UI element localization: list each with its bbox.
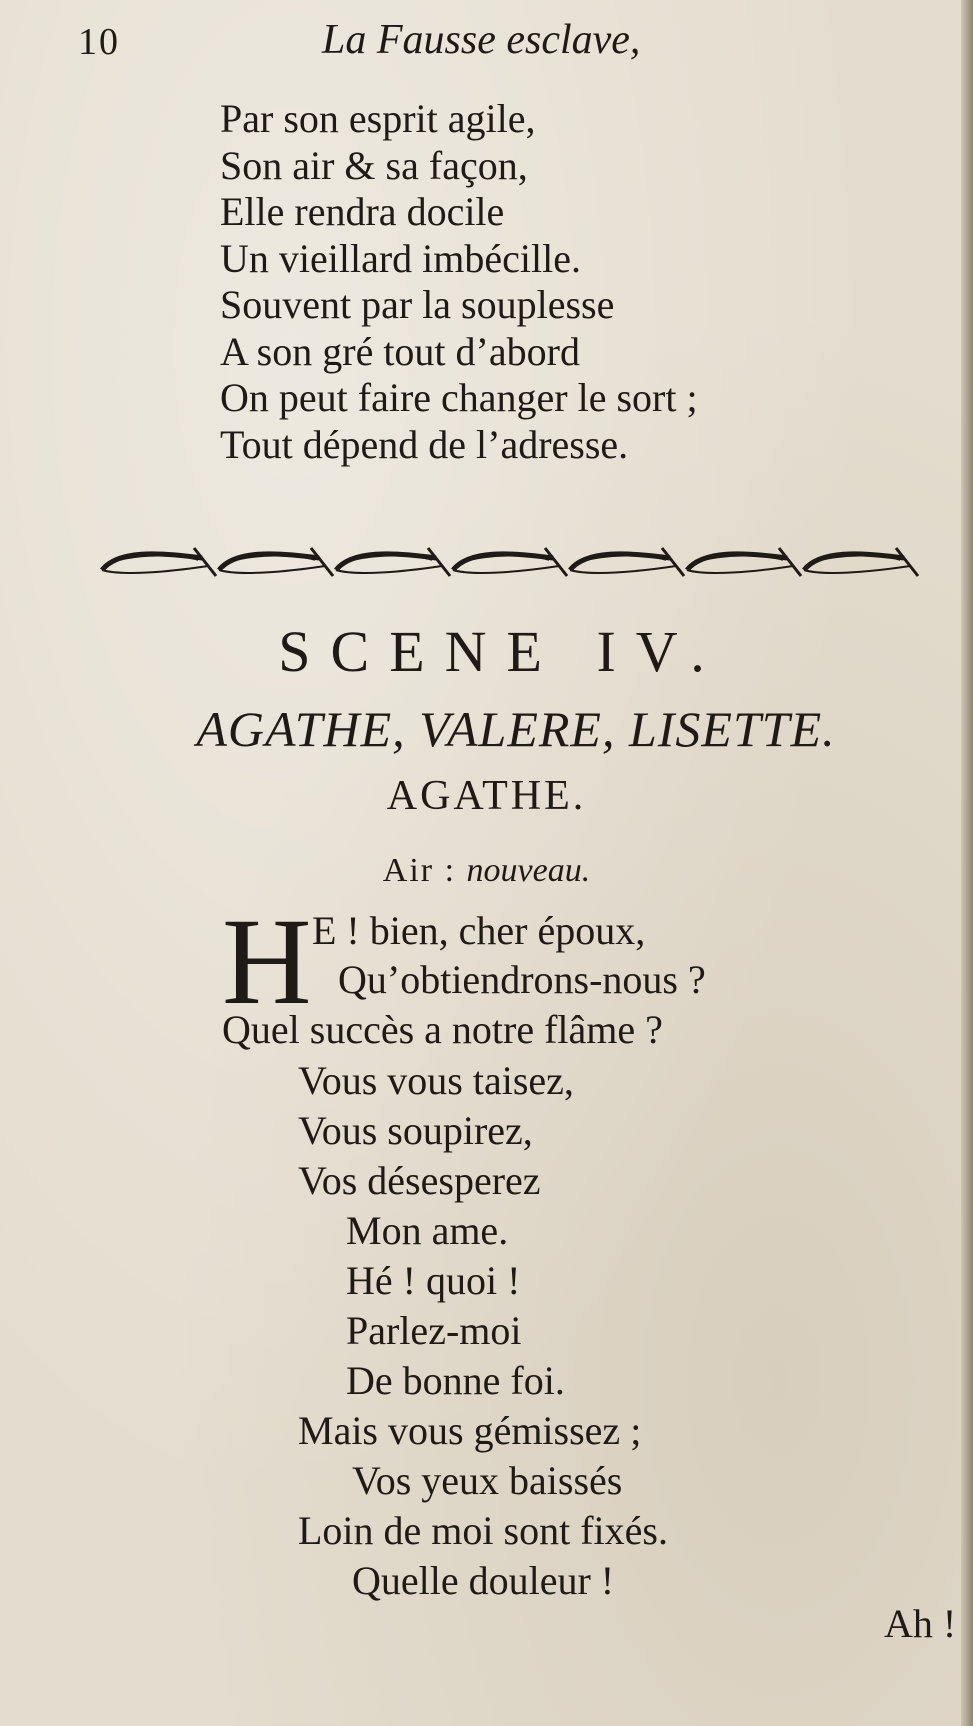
verse-line: Souvent par la souplesse bbox=[220, 282, 615, 327]
song-line: Loin de moi sont fixés. bbox=[298, 1508, 668, 1553]
scene-title: SCENE IV. bbox=[278, 619, 725, 684]
page-number: 10 bbox=[78, 21, 120, 63]
verse-line: Un vieillard imbécille. bbox=[220, 235, 581, 281]
verse-line: Elle rendra docile bbox=[220, 189, 505, 234]
verse-line: On peut faire changer le sort ; bbox=[220, 375, 698, 420]
verse-line: Par son esprit agile, bbox=[220, 96, 536, 141]
drop-cap: H bbox=[222, 893, 312, 1030]
song-line: Quel succès a notre flâme ? bbox=[222, 1007, 663, 1052]
song-line: Parlez-moi bbox=[346, 1308, 522, 1353]
song-line: E ! bien, cher époux, bbox=[312, 908, 646, 953]
speaker-name: AGATHE. bbox=[386, 773, 587, 819]
air-label: Air : bbox=[382, 852, 457, 889]
running-title: La Fausse esclave, bbox=[322, 17, 641, 63]
song-line: Hé ! quoi ! bbox=[346, 1258, 521, 1303]
air-tune: nouveau. bbox=[466, 852, 591, 889]
verse-line: Tout dépend de l’adresse. bbox=[220, 421, 629, 467]
song-line: Vos yeux baissés bbox=[352, 1458, 623, 1503]
song-line: Vous soupirez, bbox=[298, 1108, 533, 1153]
catchword: Ah ! bbox=[884, 1601, 957, 1646]
song-line: Mais vous gémissez ; bbox=[298, 1408, 642, 1453]
verse-line: Son air & sa façon, bbox=[220, 142, 528, 188]
song-line: Mon ame. bbox=[346, 1208, 509, 1253]
scene-characters: AGATHE, VALERE, LISETTE. bbox=[196, 701, 836, 757]
song-line: Vos désesperez bbox=[298, 1158, 541, 1203]
verse-line: A son gré tout d’abord bbox=[220, 328, 580, 374]
song-line: Qu’obtiendrons-nous ? bbox=[338, 957, 706, 1002]
song-line: Quelle douleur ! bbox=[352, 1558, 615, 1603]
song-line: Vous vous taisez, bbox=[298, 1058, 574, 1103]
song-line: De bonne foi. bbox=[346, 1358, 565, 1403]
